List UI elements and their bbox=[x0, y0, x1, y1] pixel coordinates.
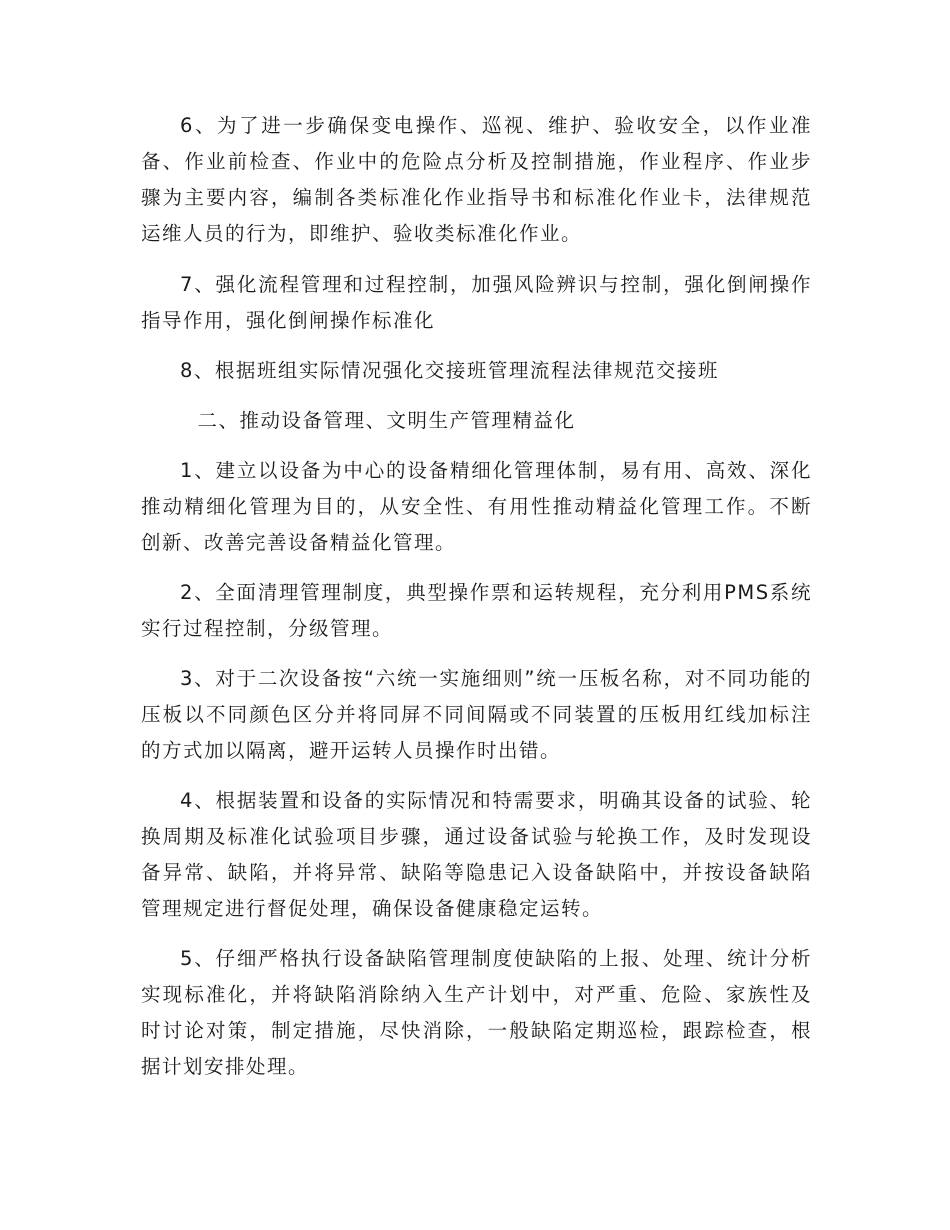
paragraph-item-8: 8、根据班组实际情况强化交接班管理流程法律规范交接班 bbox=[180, 359, 719, 382]
paragraph-item-7: 7、强化流程管理和过程控制，加强风险辨识与控制，强化倒闸操作指导作用，强化倒闸操作标准化 bbox=[141, 273, 812, 332]
paragraph-item-3: 3、对于二次设备按“六统一实施细则”统一压板名称，对不同功能的压板以不同颜色区分并将同屏不同间隔或不同装置的压板用红线加标注的方式加以隔离，避开运转人员操作时出错。 bbox=[141, 667, 812, 762]
paragraph-item-2: 2、全面清理管理制度，典型操作票和运转规程，充分利用PMS系统实行过程控制，分级管理。 bbox=[141, 581, 812, 640]
paragraph-item-6: 6、为了进一步确保变电操作、巡视、维护、验收安全，以作业准备、作业前检查、作业中的危险点分析及控制措施，作业程序、作业步骤为主要内容，编制各类标准化作业指导书和标准化作业卡，法律规范运维人员的行为，即维护、验收类标准化作业。 bbox=[141, 114, 812, 245]
paragraph-item-4: 4、根据装置和设备的实际情况和特需要求，明确其设备的试验、轮换周期及标准化试验项目步骤，通过设备试验与轮换工作，及时发现设备异常、缺陷，并将异常、缺陷等隐患记入设备缺陷中，并按设备缺陷管理规定进行督促处理，确保设备健康稳定运转。 bbox=[141, 789, 812, 920]
paragraph-item-1: 1、建立以设备为中心的设备精细化管理体制，易有用、高效、深化推动精细化管理为目的，从安全性、有用性推动精益化管理工作。不断创新、改善完善设备精益化管理。 bbox=[141, 459, 812, 554]
section-heading: 二、推动设备管理、文明生产管理精益化 bbox=[197, 409, 576, 432]
paragraph-item-5: 5、仔细严格执行设备缺陷管理制度使缺陷的上报、处理、统计分析实现标准化，并将缺陷消除纳入生产计划中，对严重、危险、家族性及时讨论对策，制定措施，尽快消除，一般缺陷定期巡检，跟踪检查，根据计划安排处理。 bbox=[141, 947, 812, 1078]
